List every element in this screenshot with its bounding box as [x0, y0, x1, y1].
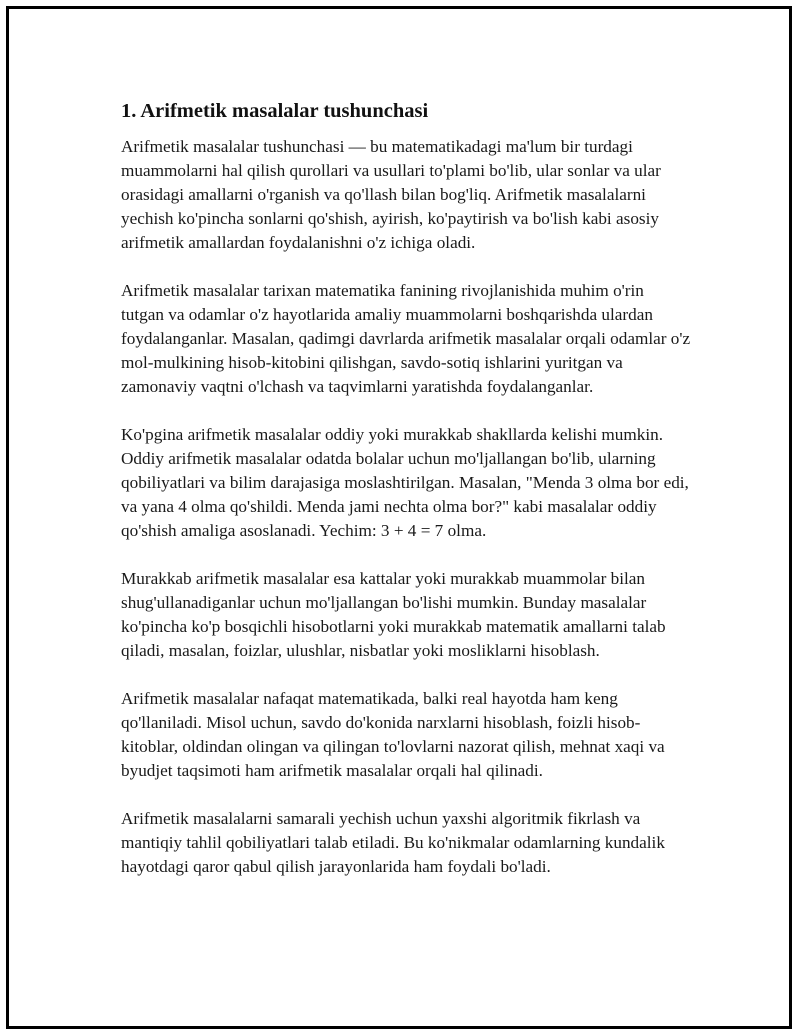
section-heading: 1. Arifmetik masalalar tushunchasi	[121, 100, 429, 122]
paragraph-definition: Arifmetik masalalar tushunchasi — bu matematikadagi ma'lum bir turdagi muammolarni hal qilish qurollari va usullari to'plami bo'lib, ular sonlar va ular orasidagi amallarni o'rganish va qo'llash bilan bog'liq. Arifmetik masalalarni yechish ko'pincha sonlarni qo'shish, ayirish, ko'paytirish va bo'lish kabi asosiy arifmetik amallardan foydalanishni o'z ichiga oladi.	[121, 137, 661, 252]
paragraph-real-life: Arifmetik masalalar nafaqat matematikada, balki real hayotda ham keng qo'llaniladi. Misol uchun, savdo do'konida narxlarni hisoblash, foizli hisob-kitoblar, oldindan olingan va qilingan to'lovlarni nazorat qilish, mehnat xaqi va byudjet taqsimoti ham arifmetik masalalar orqali hal qilinadi.	[121, 689, 665, 780]
paragraph-simple-problems: Ko'pgina arifmetik masalalar oddiy yoki murakkab shakllarda kelishi mumkin. Oddiy arifmetik masalalar odatda bolalar uchun mo'ljallangan bo'lib, ularning qobiliyatlari va bilim darajasiga moslashtirilgan. Masalan, "Menda 3 olma bor edi, va yana 4 olma qo'shildi. Menda jami nechta olma bor?" kabi masalalar oddiy qo'shish amaliga asoslanadi. Yechim: 3 + 4 = 7 olma.	[121, 425, 689, 540]
page-border	[6, 6, 792, 1029]
paragraph-complex-problems: Murakkab arifmetik masalalar esa kattalar yoki murakkab muammolar bilan shug'ullanadiganlar uchun mo'ljallangan bo'lishi mumkin. Bunday masalalar ko'pincha ko'p bosqichli hisobotlarni yoki murakkab matematik amallarni talab qiladi, masalan, foizlar, ulushlar, nisbatlar yoki mosliklarni hisoblash.	[121, 569, 666, 660]
paragraph-history: Arifmetik masalalar tarixan matematika fanining rivojlanishida muhim o'rin tutgan va odamlar o'z hayotlarida amaliy muammolarni boshqarishda ulardan foydalanganlar. Masalan, qadimgi davrlarda arifmetik masalalar orqali odamlar o'z mol-mulkining hisob-kitobini qilishgan, savdo-sotiq ishlarini yuritgan va zamonaviy vaqtni o'lchash va taqvimlarni yaratishda foydalanganlar.	[121, 281, 691, 396]
paragraph-skills: Arifmetik masalalarni samarali yechish uchun yaxshi algoritmik fikrlash va mantiqiy tahlil qobiliyatlari talab etiladi. Bu ko'nikmalar odamlarning kundalik hayotdagi qaror qabul qilish jarayonlarida ham foydali bo'ladi.	[121, 809, 665, 876]
document-body	[121, 97, 691, 903]
